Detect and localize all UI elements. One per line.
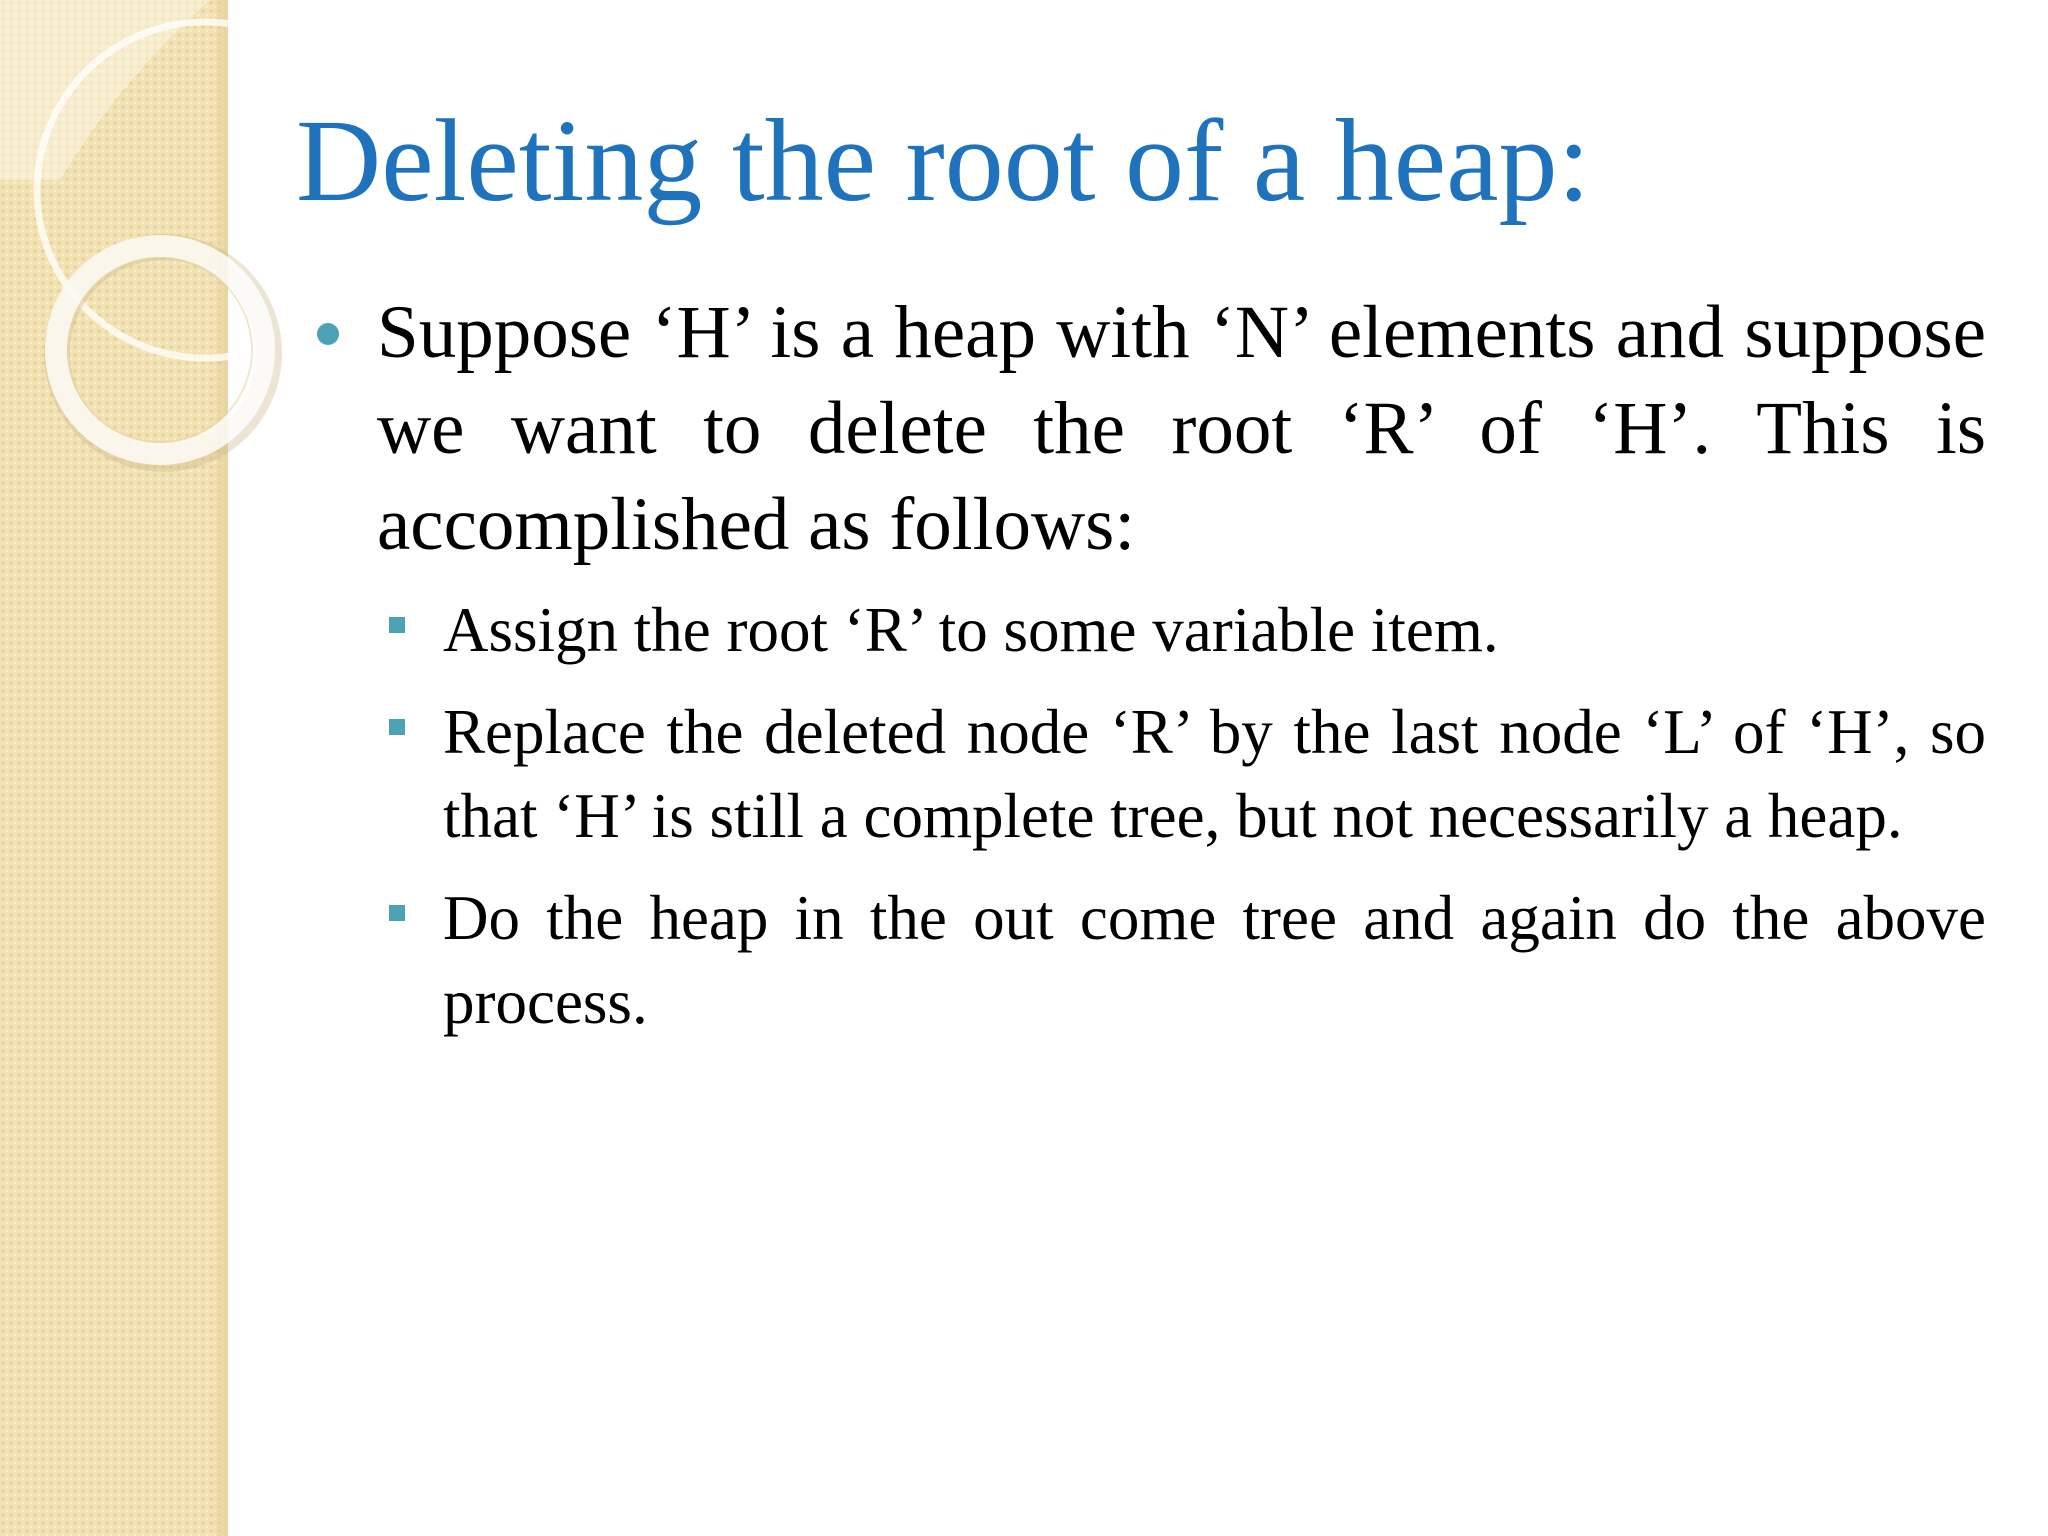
sub-bullet-list: [389, 588, 1986, 1062]
sub-bullet-item: [389, 690, 1986, 858]
slide-title: Deleting the root of a heap:: [296, 95, 1591, 226]
square-bullet-icon: [389, 905, 405, 921]
decorative-rings: [0, 0, 300, 520]
square-bullet-icon: [389, 719, 405, 735]
main-bullet-text: Suppose ‘H’ is a heap with ‘N’ elements and suppose we want to delete the root ‘R’ of ‘H’. This is accomplished as follows:: [377, 291, 1986, 566]
sub-bullet-text: Replace the deleted node ‘R’ by the last node ‘L’ of ‘H’, so that ‘H’ is still a complete tree, but not necessarily a heap.: [443, 697, 1986, 851]
square-bullet-icon: [389, 617, 405, 633]
sub-bullet-item: [389, 588, 1986, 672]
sub-bullet-text: Do the heap in the out come tree and again do the above process.: [443, 883, 1986, 1037]
round-bullet-icon: [317, 323, 339, 345]
sub-bullet-text: Assign the root ‘R’ to some variable item.: [443, 595, 1499, 665]
sub-bullet-item: [389, 876, 1986, 1044]
main-bullet: [296, 285, 1986, 573]
